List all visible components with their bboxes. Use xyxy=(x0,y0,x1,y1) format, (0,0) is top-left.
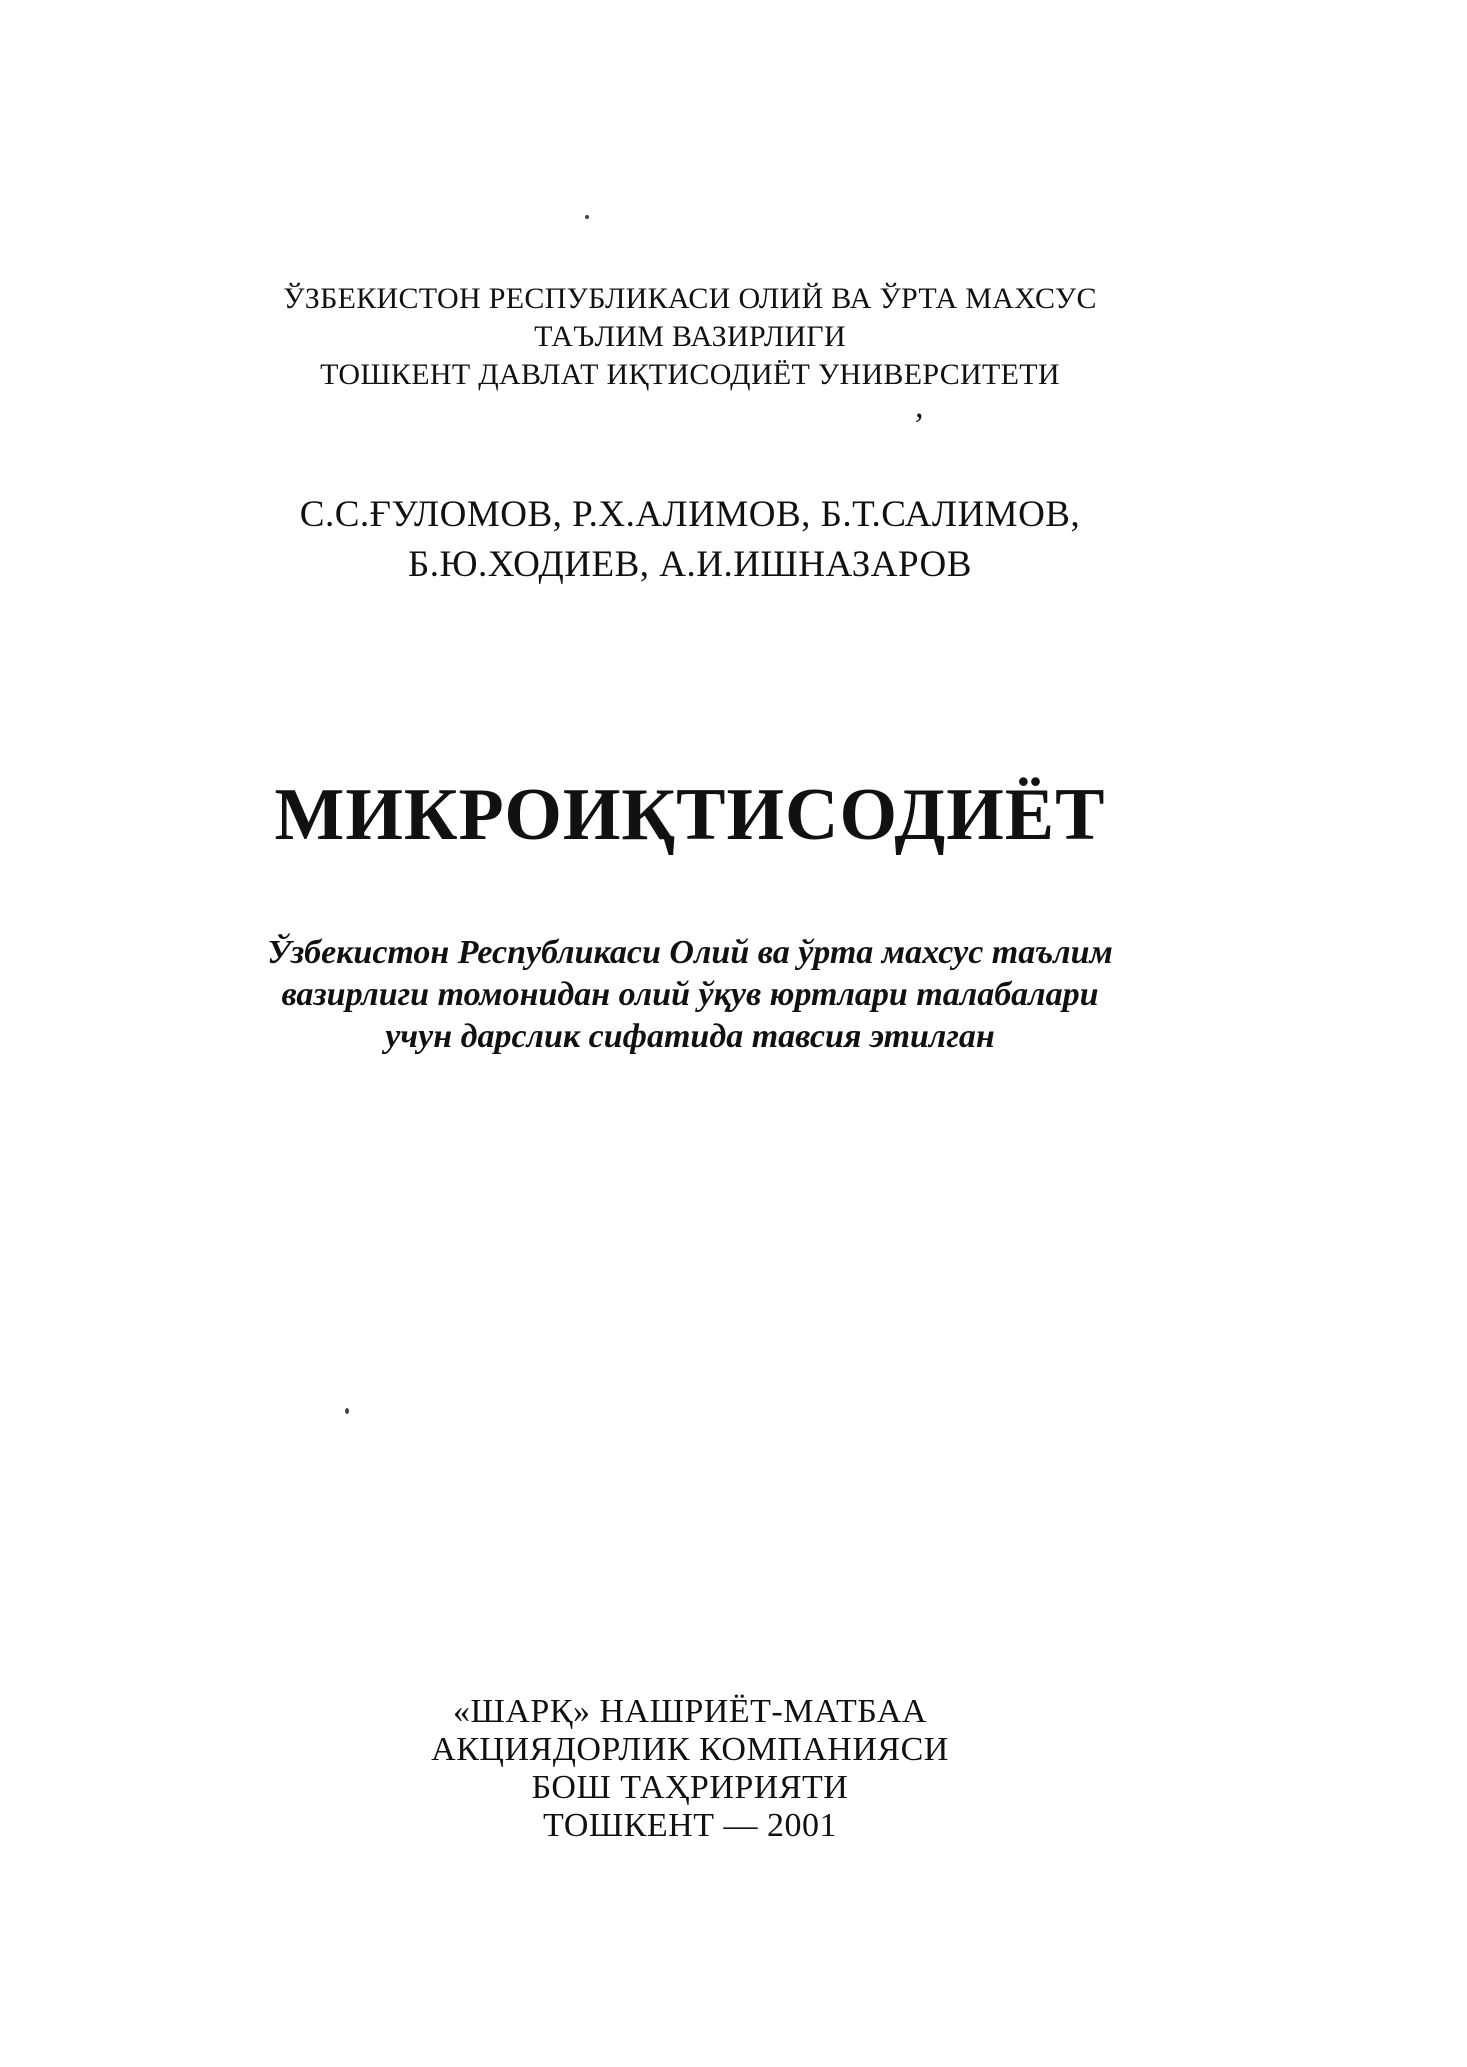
header-line-2: ТАЪЛИМ ВАЗИРЛИГИ xyxy=(534,320,846,353)
book-title: МИКРОИҚТИСОДИЁТ xyxy=(274,774,1106,856)
recommendation-note xyxy=(0,932,1380,1058)
authors-line-2: Б.Ю.ХОДИЕВ, А.И.ИШНАЗАРОВ xyxy=(408,544,972,585)
publisher-line-2: АКЦИЯДОРЛИК КОМПАНИЯСИ xyxy=(431,1731,949,1768)
publisher xyxy=(0,1693,1380,1845)
scan-speck xyxy=(585,215,589,219)
header-line-3: ТОШКЕНТ ДАВЛАТ ИҚТИСОДИЁТ УНИВЕРСИТЕТИ xyxy=(320,358,1060,391)
publisher-line-1: «ШАРҚ» НАШРИЁТ-МАТБАА xyxy=(453,1693,927,1730)
publisher-line-4: ТОШКЕНТ — 2001 xyxy=(543,1807,837,1844)
authors xyxy=(0,490,1380,590)
note-line-3: учун дарслик сифатида тавсия этилган xyxy=(385,1018,995,1055)
ministry-header xyxy=(0,280,1380,394)
authors-line-1: С.С.ҒУЛОМОВ, Р.Х.АЛИМОВ, Б.Т.САЛИМОВ, xyxy=(299,494,1081,535)
scan-speck xyxy=(345,1408,349,1414)
header-line-1: ЎЗБЕКИСТОН РЕСПУБЛИКАСИ ОЛИЙ ВА ЎРТА МАХСУС xyxy=(283,282,1097,315)
publisher-line-3: БОШ ТАҲРИРИЯТИ xyxy=(531,1769,849,1806)
note-line-2: вазирлиги томонидан олий ўқув юртлари талабалари xyxy=(281,976,1099,1013)
note-line-1: Ўзбекистон Республикаси Олий ва ўрта махсус таълим xyxy=(267,934,1113,971)
stray-mark: , xyxy=(915,388,924,425)
